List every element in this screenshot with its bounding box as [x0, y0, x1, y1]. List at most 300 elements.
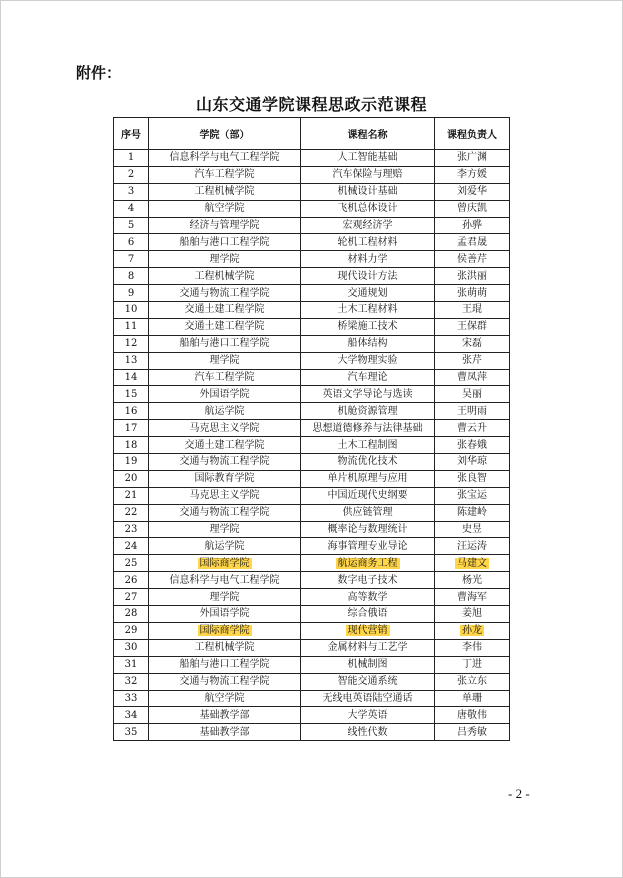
- cell-college-text: 交通与物流工程学院: [179, 676, 270, 688]
- cell-number-text: 11: [124, 321, 138, 333]
- cell-leader-text: 王保群: [457, 321, 487, 333]
- cell-college-text: 国际商学院: [199, 557, 250, 569]
- table-row: [114, 251, 510, 268]
- cell-college-text: 基础教学部: [199, 709, 250, 721]
- cell-college-text: 航空学院: [204, 692, 245, 704]
- cell-leader-text: 吴丽: [462, 388, 482, 400]
- table-row: [114, 606, 510, 623]
- cell-number: [114, 487, 149, 504]
- cell-leader-text: 王琨: [462, 304, 482, 316]
- cell-course: [301, 639, 435, 656]
- cell-leader-text: 汪运涛: [457, 540, 487, 552]
- table-row: [114, 555, 510, 572]
- cell-course: [301, 589, 435, 606]
- cell-college: [149, 386, 301, 403]
- cell-course: [301, 487, 435, 504]
- cell-leader: [435, 420, 510, 437]
- table-row: [114, 589, 510, 606]
- cell-leader: [435, 217, 510, 234]
- cell-leader: [435, 437, 510, 454]
- cell-number-text: 15: [124, 388, 138, 400]
- cell-number: [114, 622, 149, 639]
- cell-college-text: 信息科学与电气工程学院: [169, 152, 280, 164]
- document-title: 山东交通学院课程思政示范课程: [195, 95, 427, 114]
- cell-course: [301, 217, 435, 234]
- table-row: [114, 487, 510, 504]
- cell-number-text: 25: [124, 557, 138, 569]
- cell-course: [301, 673, 435, 690]
- cell-leader-text: 唐敬伟: [457, 709, 487, 721]
- cell-course: [301, 318, 435, 335]
- table-row: [114, 166, 510, 183]
- cell-leader-text: 姜旭: [462, 608, 482, 620]
- cell-number: [114, 335, 149, 352]
- cell-leader: [435, 521, 510, 538]
- cell-college-text: 航运学院: [204, 405, 245, 417]
- cell-course: [301, 690, 435, 707]
- table-row: [114, 318, 510, 335]
- cell-number: [114, 538, 149, 555]
- cell-college: [149, 589, 301, 606]
- header-course: 课程名称: [301, 118, 435, 150]
- cell-college: [149, 724, 301, 741]
- cell-leader: [435, 622, 510, 639]
- cell-number: [114, 183, 149, 200]
- cell-number-text: 12: [124, 338, 138, 350]
- cell-number-text: 1: [127, 152, 135, 164]
- cell-leader: [435, 639, 510, 656]
- cell-course: [301, 200, 435, 217]
- cell-college-text: 船舶与港口工程学院: [179, 338, 270, 350]
- cell-course-text: 大学物理实验: [337, 355, 398, 367]
- cell-number: [114, 420, 149, 437]
- cell-number: [114, 386, 149, 403]
- cell-number: [114, 403, 149, 420]
- cell-course: [301, 606, 435, 623]
- cell-college: [149, 555, 301, 572]
- cell-course: [301, 572, 435, 589]
- header-college: 学院（部）: [149, 118, 301, 150]
- cell-course-text: 单片机原理与应用: [327, 473, 408, 485]
- cell-leader-text: 侯善芹: [457, 253, 487, 265]
- cell-leader: [435, 707, 510, 724]
- cell-college-text: 经济与管理学院: [189, 220, 260, 231]
- table-row: [114, 724, 510, 741]
- cell-college-text: 航运学院: [204, 540, 245, 552]
- cell-number: [114, 369, 149, 386]
- cell-course: [301, 437, 435, 454]
- cell-number-text: 27: [124, 591, 138, 603]
- cell-course-text: 机舱资源管理: [337, 405, 398, 417]
- cell-course: [301, 285, 435, 302]
- table-row: [114, 285, 510, 302]
- cell-course-text: 飞机总体设计: [337, 203, 398, 215]
- page-number: - 2 -: [508, 786, 530, 801]
- cell-leader: [435, 302, 510, 319]
- cell-course-text: 综合俄语: [347, 608, 388, 620]
- cell-number: [114, 285, 149, 302]
- cell-college-text: 基础教学部: [199, 726, 250, 738]
- cell-leader-text: 张宝运: [457, 490, 487, 502]
- cell-leader: [435, 555, 510, 572]
- cell-leader: [435, 150, 510, 167]
- cell-number: [114, 302, 149, 319]
- cell-number-text: 22: [124, 507, 138, 519]
- cell-leader-text: 张广渊: [457, 152, 487, 164]
- cell-leader-text: 马建文: [457, 557, 487, 569]
- cell-college-text: 汽车工程学院: [194, 169, 255, 181]
- table-row: [114, 504, 510, 521]
- cell-number-text: 29: [124, 625, 138, 637]
- table-row: [114, 470, 510, 487]
- cell-leader-text: 曹云升: [457, 422, 487, 434]
- cell-college-text: 国际教育学院: [194, 473, 255, 485]
- cell-college-text: 交通与物流工程学院: [179, 287, 270, 299]
- cell-college-text: 交通与物流工程学院: [179, 507, 270, 519]
- cell-course-text: 数字电子技术: [337, 574, 398, 586]
- cell-college: [149, 606, 301, 623]
- cell-leader-text: 王明雨: [457, 405, 487, 417]
- cell-college-text: 工程机械学院: [194, 186, 255, 198]
- table-row: [114, 268, 510, 285]
- cell-college-text: 交通与物流工程学院: [179, 456, 270, 468]
- cell-leader: [435, 454, 510, 471]
- cell-leader: [435, 403, 510, 420]
- cell-course-text: 金属材料与工艺学: [327, 642, 408, 654]
- cell-college: [149, 521, 301, 538]
- cell-leader: [435, 318, 510, 335]
- header-number: 序号: [114, 118, 149, 150]
- cell-number: [114, 555, 149, 572]
- cell-course-text: 土木工程制图: [337, 439, 398, 451]
- cell-number-text: 10: [124, 304, 138, 316]
- cell-college: [149, 420, 301, 437]
- cell-leader-text: 丁进: [462, 659, 482, 671]
- table-row: [114, 386, 510, 403]
- cell-number-text: 31: [124, 659, 138, 671]
- cell-leader-text: 曾庆凯: [457, 203, 487, 215]
- cell-number: [114, 200, 149, 217]
- cell-college-text: 理学院: [209, 253, 240, 265]
- cell-college: [149, 470, 301, 487]
- cell-course-text: 智能交通系统: [337, 676, 398, 688]
- cell-number: [114, 454, 149, 471]
- cell-course-text: 土木工程材料: [337, 304, 398, 316]
- cell-leader: [435, 251, 510, 268]
- cell-leader-text: 单珊: [462, 692, 482, 704]
- cell-number-text: 4: [127, 203, 135, 215]
- cell-number-text: 23: [124, 524, 138, 536]
- cell-course: [301, 470, 435, 487]
- cell-leader: [435, 200, 510, 217]
- cell-college-text: 船舶与港口工程学院: [179, 659, 270, 671]
- cell-college: [149, 335, 301, 352]
- cell-course-text: 交通规划: [347, 287, 388, 299]
- cell-leader-text: 张立东: [457, 676, 487, 688]
- cell-number: [114, 589, 149, 606]
- table-row: [114, 183, 510, 200]
- cell-course: [301, 234, 435, 251]
- cell-course-text: 海事管理专业导论: [327, 540, 408, 552]
- cell-number: [114, 352, 149, 369]
- cell-number: [114, 217, 149, 234]
- cell-college: [149, 656, 301, 673]
- cell-college-text: 交通土建工程学院: [184, 304, 265, 316]
- cell-course: [301, 386, 435, 403]
- cell-number-text: 19: [124, 456, 138, 468]
- cell-leader-text: 吕秀敏: [457, 726, 487, 738]
- cell-college-text: 马克思主义学院: [189, 422, 260, 434]
- cell-leader-text: 史昱: [462, 524, 482, 536]
- cell-course-text: 人工智能基础: [337, 152, 398, 164]
- cell-leader: [435, 352, 510, 369]
- cell-course-text: 无线电英语陆空通话: [322, 692, 413, 704]
- cell-number-text: 24: [124, 540, 138, 552]
- cell-number-text: 5: [127, 220, 135, 231]
- table-row: [114, 622, 510, 639]
- cell-number-text: 9: [127, 287, 135, 299]
- cell-college-text: 船舶与港口工程学院: [179, 236, 270, 248]
- cell-number: [114, 673, 149, 690]
- cell-leader-text: 孟君晟: [457, 236, 487, 248]
- cell-college-text: 信息科学与电气工程学院: [169, 574, 280, 586]
- cell-number-text: 18: [124, 439, 138, 451]
- cell-college: [149, 318, 301, 335]
- course-table: [113, 117, 510, 741]
- cell-number-text: 20: [124, 473, 138, 485]
- cell-leader-text: 刘爱华: [457, 186, 487, 198]
- cell-college-text: 交通土建工程学院: [184, 321, 265, 333]
- cell-college: [149, 504, 301, 521]
- cell-course-text: 船体结构: [347, 338, 388, 350]
- cell-course-text: 汽车理论: [347, 372, 388, 384]
- cell-leader: [435, 538, 510, 555]
- cell-college: [149, 217, 301, 234]
- cell-number-text: 2: [127, 169, 135, 181]
- cell-course-text: 现代营销: [347, 625, 388, 637]
- cell-course-text: 物流优化技术: [337, 456, 398, 468]
- cell-number: [114, 656, 149, 673]
- cell-leader-text: 宋磊: [462, 338, 482, 350]
- attachment-label: 附件：: [76, 64, 122, 82]
- cell-college-text: 理学院: [209, 591, 240, 603]
- cell-leader-text: 李伟: [462, 642, 482, 654]
- cell-course-text: 思想道德修养与法律基础: [312, 422, 423, 434]
- cell-course: [301, 656, 435, 673]
- table-row: [114, 200, 510, 217]
- cell-course: [301, 521, 435, 538]
- table-row: [114, 420, 510, 437]
- cell-course-text: 桥梁施工技术: [337, 321, 398, 333]
- cell-number-text: 30: [124, 642, 138, 654]
- cell-course-text: 机械制图: [347, 659, 388, 671]
- cell-number-text: 16: [124, 405, 138, 417]
- cell-college-text: 工程机械学院: [194, 270, 255, 282]
- cell-leader: [435, 656, 510, 673]
- cell-college: [149, 403, 301, 420]
- cell-leader-text: 孙骅: [462, 220, 482, 231]
- cell-leader: [435, 724, 510, 741]
- table-row: [114, 234, 510, 251]
- cell-number-text: 33: [124, 692, 138, 704]
- cell-number: [114, 639, 149, 656]
- cell-college-text: 航空学院: [204, 203, 245, 215]
- cell-course: [301, 251, 435, 268]
- cell-course-text: 概率论与数理统计: [327, 524, 408, 536]
- table-row: [114, 302, 510, 319]
- cell-number-text: 32: [124, 676, 138, 688]
- table-row: [114, 217, 510, 234]
- cell-course-text: 轮机工程材料: [337, 236, 398, 248]
- table-row: [114, 352, 510, 369]
- cell-course-text: 现代设计方法: [337, 270, 398, 282]
- cell-course: [301, 183, 435, 200]
- cell-number-text: 28: [124, 608, 138, 620]
- cell-college: [149, 622, 301, 639]
- cell-leader-text: 张芹: [462, 355, 482, 367]
- cell-course: [301, 335, 435, 352]
- cell-number-text: 13: [124, 355, 138, 367]
- cell-course-text: 线性代数: [347, 726, 388, 738]
- table-row: [114, 403, 510, 420]
- cell-college: [149, 200, 301, 217]
- cell-college: [149, 352, 301, 369]
- cell-college: [149, 437, 301, 454]
- cell-college-text: 工程机械学院: [194, 642, 255, 654]
- cell-college-text: 马克思主义学院: [189, 490, 260, 502]
- cell-number: [114, 166, 149, 183]
- cell-number-text: 14: [124, 372, 138, 384]
- table-row: [114, 656, 510, 673]
- cell-leader: [435, 673, 510, 690]
- cell-number: [114, 690, 149, 707]
- cell-college: [149, 369, 301, 386]
- cell-college: [149, 285, 301, 302]
- cell-college: [149, 690, 301, 707]
- cell-college: [149, 707, 301, 724]
- cell-course: [301, 352, 435, 369]
- cell-college: [149, 538, 301, 555]
- cell-course: [301, 538, 435, 555]
- cell-leader-text: 曹凤萍: [457, 372, 487, 384]
- cell-leader: [435, 386, 510, 403]
- cell-college: [149, 454, 301, 471]
- cell-college: [149, 487, 301, 504]
- cell-leader: [435, 183, 510, 200]
- table-row: [114, 690, 510, 707]
- cell-college: [149, 673, 301, 690]
- table-row: [114, 437, 510, 454]
- cell-college-text: 理学院: [209, 524, 240, 536]
- cell-course: [301, 166, 435, 183]
- cell-number-text: 26: [124, 574, 138, 586]
- cell-number-text: 3: [127, 186, 135, 198]
- cell-college-text: 外国语学院: [199, 608, 250, 620]
- cell-college-text: 汽车工程学院: [194, 372, 255, 384]
- cell-leader: [435, 470, 510, 487]
- table-row: [114, 521, 510, 538]
- cell-course-text: 中国近现代史纲要: [327, 490, 408, 502]
- cell-college: [149, 183, 301, 200]
- cell-leader: [435, 234, 510, 251]
- cell-course: [301, 268, 435, 285]
- cell-leader: [435, 690, 510, 707]
- cell-course-text: 供应链管理: [342, 507, 393, 519]
- cell-course-text: 汽车保险与理赔: [332, 169, 403, 181]
- cell-leader: [435, 166, 510, 183]
- cell-number-text: 7: [127, 253, 135, 265]
- cell-leader-text: 张良智: [457, 473, 487, 485]
- cell-leader-text: 杨光: [462, 574, 482, 586]
- cell-leader: [435, 487, 510, 504]
- cell-number: [114, 251, 149, 268]
- cell-leader: [435, 335, 510, 352]
- header-leader: 课程负责人: [435, 118, 510, 150]
- cell-number: [114, 437, 149, 454]
- cell-course: [301, 369, 435, 386]
- cell-college: [149, 268, 301, 285]
- table-row: [114, 572, 510, 589]
- table-row: [114, 639, 510, 656]
- cell-college: [149, 302, 301, 319]
- cell-leader-text: 李方媛: [457, 169, 487, 181]
- cell-course-text: 英语文学导论与选读: [322, 388, 413, 400]
- cell-number-text: 8: [127, 270, 135, 282]
- cell-leader: [435, 268, 510, 285]
- cell-leader: [435, 369, 510, 386]
- cell-leader-text: 张萌萌: [457, 287, 487, 299]
- cell-leader: [435, 285, 510, 302]
- cell-course: [301, 707, 435, 724]
- cell-course: [301, 724, 435, 741]
- cell-number: [114, 504, 149, 521]
- cell-leader-text: 张洪丽: [457, 270, 487, 282]
- cell-leader: [435, 606, 510, 623]
- cell-course-text: 材料力学: [347, 253, 388, 265]
- cell-number-text: 34: [124, 709, 138, 721]
- table-row: [114, 454, 510, 471]
- cell-leader: [435, 589, 510, 606]
- cell-number: [114, 707, 149, 724]
- cell-college: [149, 234, 301, 251]
- cell-course: [301, 150, 435, 167]
- cell-number: [114, 572, 149, 589]
- table-body: [114, 150, 510, 741]
- cell-course: [301, 454, 435, 471]
- cell-college-text: 理学院: [209, 355, 240, 367]
- cell-course-text: 宏观经济学: [342, 220, 393, 231]
- table-row: [114, 538, 510, 555]
- cell-course: [301, 302, 435, 319]
- table-row: [114, 335, 510, 352]
- cell-course-text: 高等数学: [347, 591, 388, 603]
- cell-course-text: 大学英语: [347, 709, 388, 721]
- table-row: [114, 150, 510, 167]
- cell-course-text: 航运商务工程: [337, 557, 398, 569]
- cell-course: [301, 555, 435, 572]
- table-row: [114, 707, 510, 724]
- cell-course: [301, 504, 435, 521]
- cell-college-text: 国际商学院: [199, 625, 250, 637]
- cell-college-text: 交通土建工程学院: [184, 439, 265, 451]
- cell-number-text: 21: [124, 490, 138, 502]
- cell-college: [149, 166, 301, 183]
- cell-leader-text: 孙龙: [462, 625, 482, 637]
- cell-number-text: 35: [124, 726, 138, 738]
- cell-leader-text: 张春娥: [457, 439, 487, 451]
- cell-number: [114, 150, 149, 167]
- cell-leader: [435, 572, 510, 589]
